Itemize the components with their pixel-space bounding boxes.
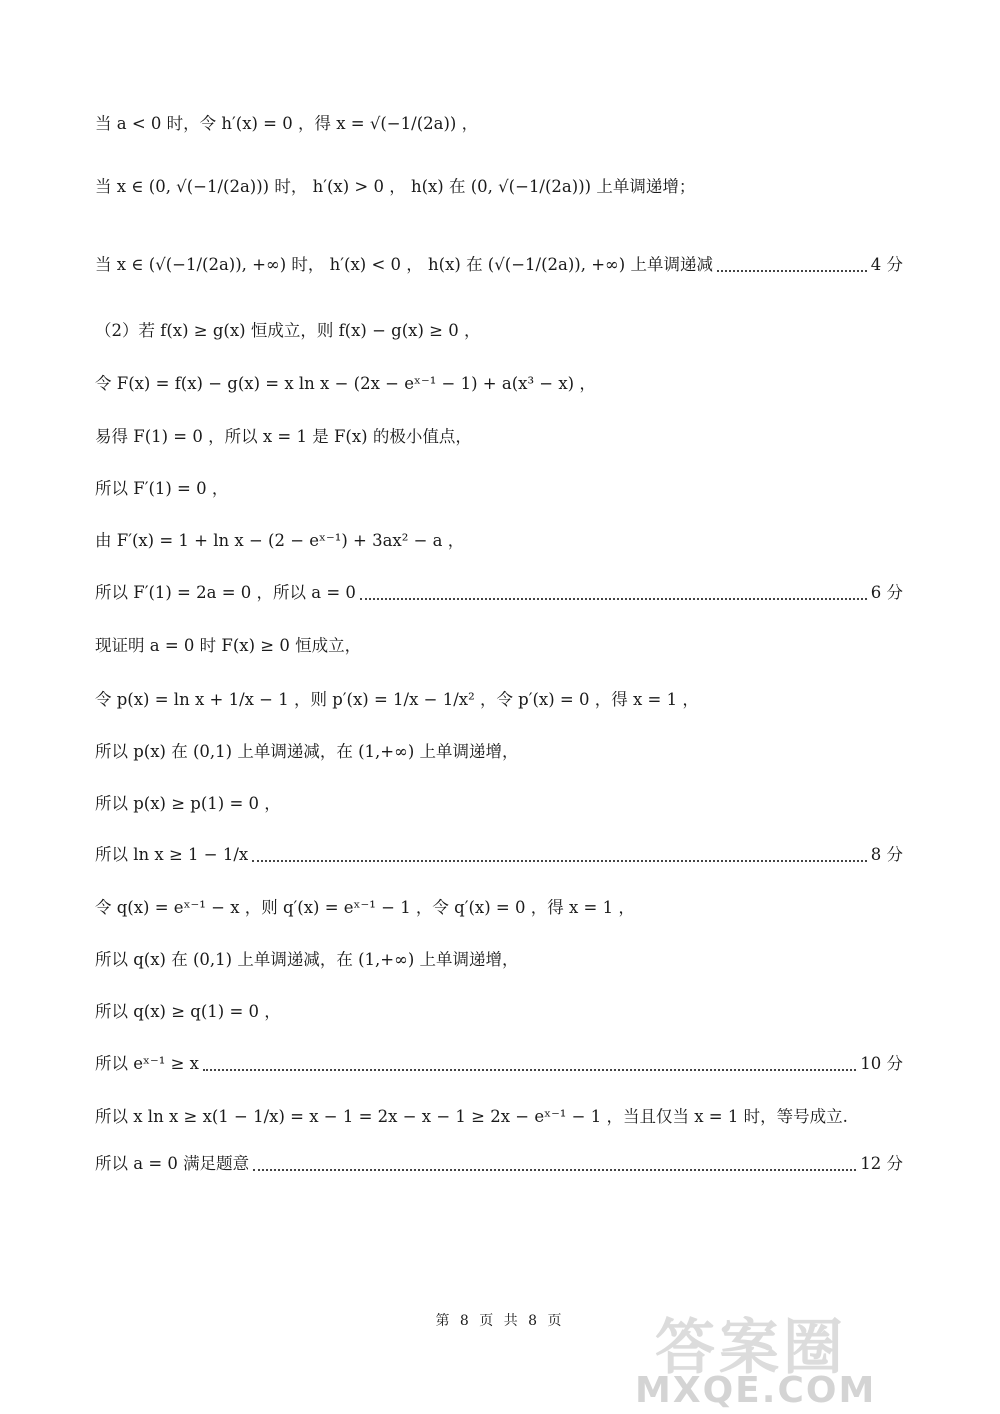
- dotted-leader: [253, 1169, 856, 1171]
- line-text: 现证明 a = 0 时 F(x) ≥ 0 恒成立，: [95, 636, 362, 655]
- line-text: 令 F(x) = f(x) − g(x) = x ln x − (2x − eˣ⁻¹ − 1) + a(x³ − x) ，: [95, 374, 596, 393]
- line-text: 令 p(x) = ln x + 1/x − 1 ，则 p′(x) = 1/x − 1/x² ，令 p′(x) = 0 ，得 x = 1 ，: [95, 690, 699, 709]
- solution-line: [95, 896, 635, 920]
- line-text: 当 x ∈ (√(−1/(2a)), +∞) 时， h′(x) < 0 ， h(x) 在 (√(−1/(2a)), +∞) 上单调递减: [95, 255, 713, 274]
- solution-line: [95, 792, 281, 816]
- line-text: 所以 p(x) ≥ p(1) = 0 ，: [95, 794, 281, 813]
- dotted-leader: [717, 270, 867, 272]
- line-text: 所以 ln x ≥ 1 − 1/x: [95, 845, 249, 864]
- solution-line: [95, 319, 480, 343]
- solution-line-scored: [95, 581, 903, 605]
- solution-line: [95, 425, 472, 449]
- page-footer: 第 8 页 共 8 页: [435, 1313, 565, 1329]
- solution-line: [95, 1000, 281, 1024]
- line-text: 由 F′(x) = 1 + ln x − (2 − eˣ⁻¹) + 3ax² − a ，: [95, 531, 465, 550]
- solution-line-scored: [95, 1152, 903, 1176]
- solution-line: [95, 688, 699, 712]
- solution-line: [95, 372, 596, 396]
- solution-line: [95, 477, 228, 501]
- dotted-leader: [360, 598, 867, 600]
- score-label: 10 分: [860, 1054, 903, 1073]
- score-label: 12 分: [860, 1154, 903, 1173]
- line-text: 所以 q(x) 在 (0,1) 上单调递减，在 (1,+∞) 上单调递增，: [95, 950, 519, 969]
- score-label: 4 分: [870, 255, 903, 274]
- watermark: [615, 1300, 975, 1411]
- solution-line: [95, 948, 519, 972]
- line-text: （2）若 f(x) ≥ g(x) 恒成立，则 f(x) − g(x) ≥ 0 ，: [95, 321, 481, 340]
- line-text: 所以 F′(1) = 0 ，: [95, 479, 229, 498]
- line-text: 当 x ∈ (0, √(−1/(2a))) 时， h′(x) > 0 ， h(x) 在 (0, √(−1/(2a))) 上单调递增；: [95, 177, 696, 196]
- solution-line: [95, 112, 478, 136]
- line-text: 所以 F′(1) = 2a = 0 ，所以 a = 0: [95, 583, 356, 602]
- solution-line: [95, 529, 464, 553]
- solution-line: [95, 634, 361, 658]
- line-text: 所以 x ln x ≥ x(1 − 1/x) = x − 1 = 2x − x − 1 ≥ 2x − eˣ⁻¹ − 1 ，当且仅当 x = 1 时，等号成立.: [95, 1107, 848, 1126]
- score-label: 8 分: [870, 845, 903, 864]
- solution-line-scored: [95, 843, 903, 867]
- line-text: 所以 p(x) 在 (0,1) 上单调递减，在 (1,+∞) 上单调递增，: [95, 742, 519, 761]
- line-text: 所以 eˣ⁻¹ ≥ x: [95, 1054, 199, 1073]
- dotted-leader: [203, 1069, 856, 1071]
- line-text: 当 a < 0 时，令 h′(x) = 0 ，得 x = √(−1/(2a)) ，: [95, 114, 479, 133]
- solution-line-scored: [95, 1052, 903, 1076]
- solution-line: [95, 175, 695, 199]
- solution-line-scored: [95, 253, 903, 277]
- line-text: 易得 F(1) = 0 ，所以 x = 1 是 F(x) 的极小值点，: [95, 427, 472, 446]
- line-text: 所以 q(x) ≥ q(1) = 0 ，: [95, 1002, 281, 1021]
- line-text: 令 q(x) = eˣ⁻¹ − x ，则 q′(x) = eˣ⁻¹ − 1 ，令 q′(x) = 0 ，得 x = 1 ，: [95, 898, 635, 917]
- solution-line: [95, 740, 519, 764]
- watermark-logo-text: 答案圈: [655, 1313, 847, 1383]
- solution-line: [95, 1105, 848, 1129]
- watermark-url: MXQE.COM: [635, 1370, 877, 1411]
- line-text: 所以 a = 0 满足题意: [95, 1154, 250, 1173]
- score-label: 6 分: [870, 583, 903, 602]
- dotted-leader: [252, 860, 867, 862]
